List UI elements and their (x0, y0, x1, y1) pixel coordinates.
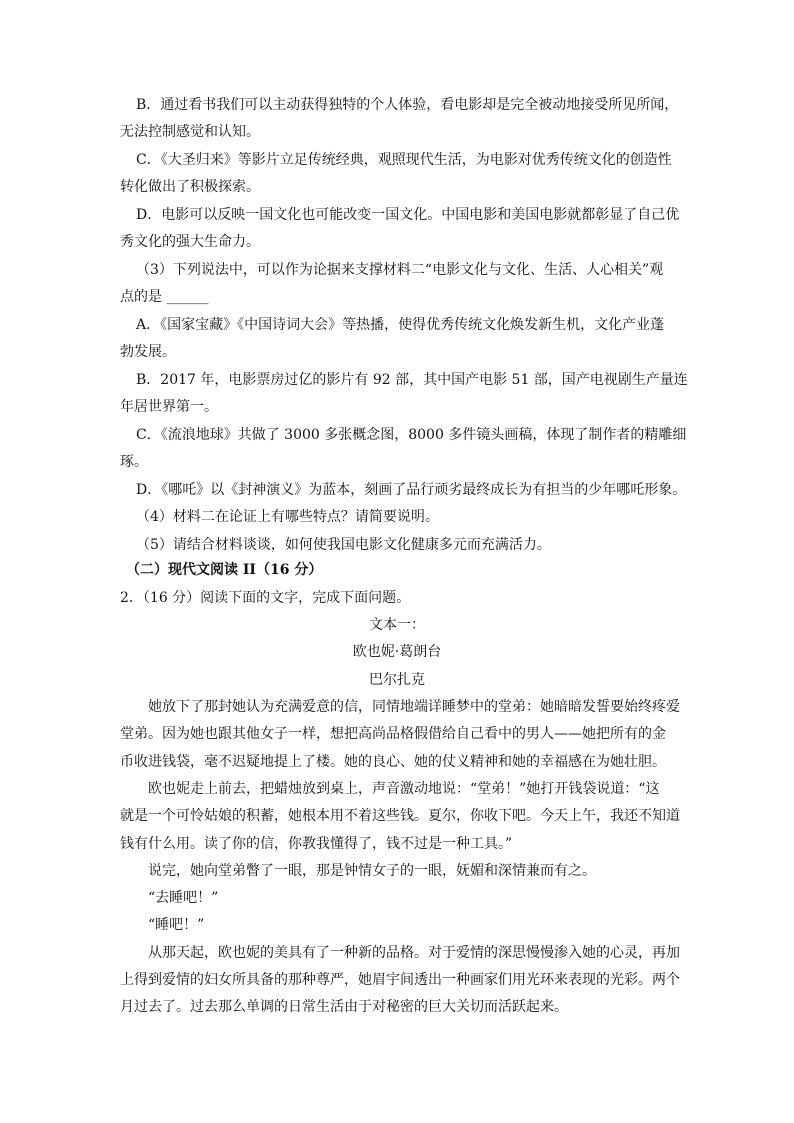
question-4: （4）材料二在论证上有哪些特点？请简要说明。 (136, 509, 439, 525)
dialogue-2: “睡吧！” (148, 917, 205, 933)
paragraph-4-line1: 从那天起，欧也妮的美具有了一种新的品格。对于爱情的深思慢慢渗入她的心灵，再加 (148, 945, 680, 961)
q3-option-b-line2: 年居世界第一。 (120, 399, 218, 415)
option-b-line2: 无法控制感觉和认知。 (120, 124, 260, 140)
story-author: 巴尔扎克 (369, 672, 425, 688)
q3-option-d: D．《哪吒》以《封神演义》为蓝本，刻画了品行顽劣最终成长为有担当的少年哪吒形象。 (136, 482, 687, 498)
section-heading: （二）现代文阅读 II（16 分） (126, 562, 323, 578)
paragraph-4-line3: 月过去了。过去那么单调的日常生活由于对秘密的巨大关切而活跃起来。 (120, 999, 568, 1015)
q3-option-a-line1: A．《国家宝藏》《中国诗词大会》等热播，使得优秀传统文化焕发新生机，文化产业蓬 (136, 317, 665, 333)
option-c-line2: 转化做出了积极探索。 (120, 179, 260, 195)
option-d-line2: 秀文化的强大生命力。 (120, 234, 260, 250)
paragraph-1-line3: 币收进钱袋，毫不迟疑地提上了楼。她的良心、她的仗义精神和她的幸福感在为她壮胆。 (120, 754, 666, 770)
paragraph-2-line1: 欧也妮走上前去，把蜡烛放到桌上，声音激动地说：“堂弟！”她打开钱袋说道：“这 (148, 781, 660, 797)
q3-option-b-line1: B．2017 年，电影票房过亿的影片有 92 部，其中国产电影 51 部，国产电视剧生产量连 (136, 372, 688, 388)
paragraph-3: 说完，她向堂弟瞥了一眼，那是钟情女子的一眼，妩媚和深情兼而有之。 (148, 863, 596, 879)
option-d-line1: D．电影可以反映一国文化也可能改变一国文化。中国电影和美国电影就都彰显了自己优 (136, 207, 680, 223)
q3-option-c-line2: 琢。 (120, 454, 148, 470)
question-3-line2: 点的是 ______ (120, 289, 209, 305)
option-b-line1: B．通过看书我们可以主动获得独特的个人体验，看电影却是完全被动地接受所见所闻， (136, 97, 679, 113)
dialogue-1: “去睡吧！” (148, 890, 219, 906)
question-2-intro: 2．（16 分）阅读下面的文字，完成下面问题。 (120, 590, 411, 606)
question-5: （5）请结合材料谈谈，如何使我国电影文化健康多元而充满活力。 (136, 537, 551, 553)
paragraph-1-line1: 她放下了那封她认为充满爱意的信，同情地端详睡梦中的堂弟：她暗暗发誓要始终疼爱 (148, 699, 680, 715)
q3-option-c-line1: C．《流浪地球》共做了 3000 多张概念图，8000 多件镜头画稿，体现了制作者的精雕细 (136, 427, 687, 443)
text-one-label: 文本一： (369, 617, 425, 633)
story-title: 欧也妮·葛朗台 (352, 644, 442, 660)
paragraph-2-line2: 就是一个可怜姑娘的积蓄，她根本用不着这些钱。夏尔，你收下吧。今天上午，我还不知道 (120, 808, 680, 824)
paragraph-4-line2: 上得到爱情的妇女所具备的那种尊严，她眉宇间透出一种画家们用光环来表现的光彩。两个 (120, 972, 680, 988)
paragraph-2-line3: 钱有什么用。读了你的信，你教我懂得了，钱不过是一种工具。” (120, 836, 513, 852)
q3-option-a-line2: 勃发展。 (120, 344, 176, 360)
question-3-line1: （3）下列说法中，可以作为论据来支撑材料二“电影文化与文化、生活、人心相关”观 (136, 262, 664, 278)
paragraph-1-line2: 堂弟。因为她也跟其他女子一样，想把高尚品格假借给自己看中的男人——她把所有的金 (120, 726, 666, 742)
option-c-line1: C．《大圣归来》等影片立足传统经典，观照现代生活，为电影对优秀传统文化的创造性 (136, 152, 672, 168)
